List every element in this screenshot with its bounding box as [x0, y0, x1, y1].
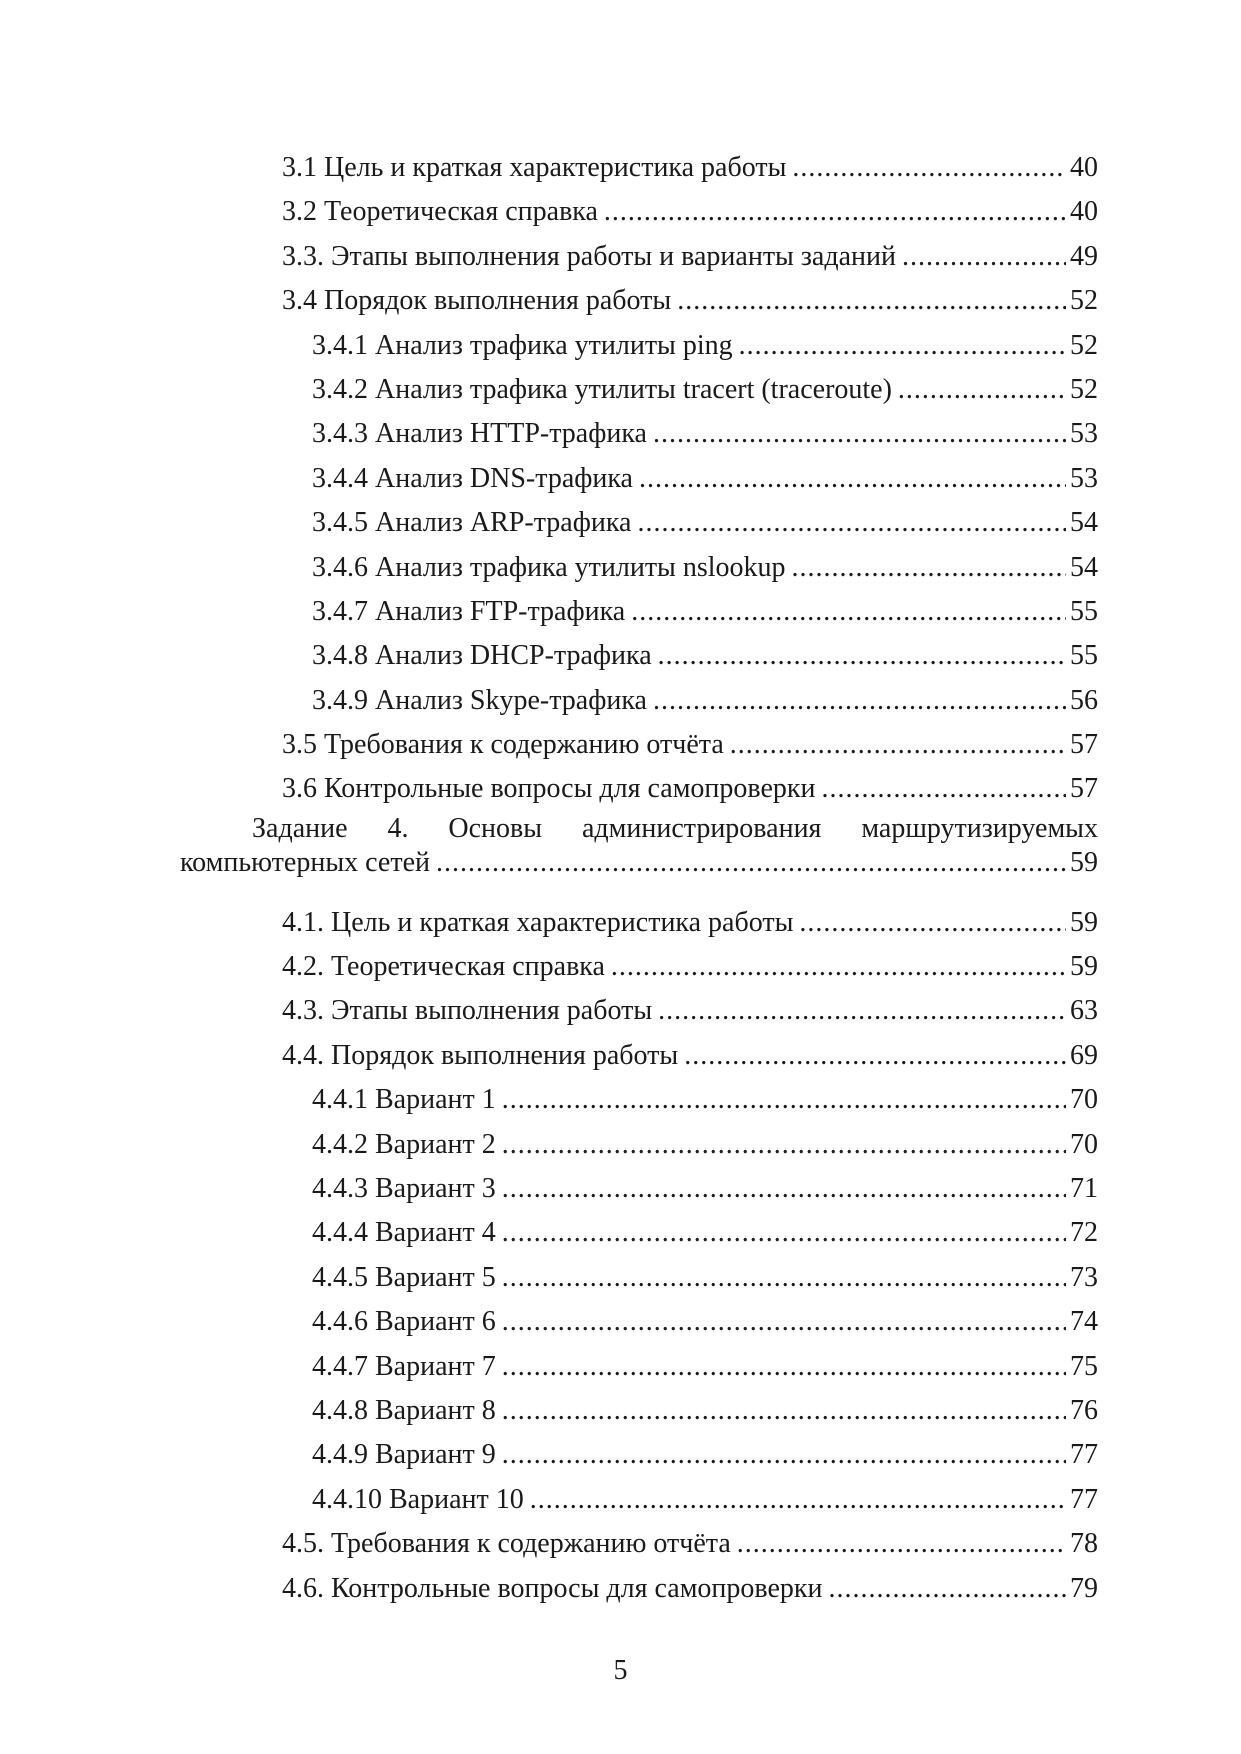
toc-page-number: 72 [1070, 1217, 1098, 1249]
toc-page-number: 57 [1070, 729, 1098, 761]
toc-entry-section[interactable] [180, 767, 1098, 811]
page-number: 5 [613, 1655, 628, 1686]
toc-page-number: 53 [1070, 462, 1098, 494]
toc-entry-title: 3.4.2 Анализ трафика утилиты tracert (traceroute) [312, 373, 892, 405]
toc-dot-leader [436, 846, 1066, 880]
toc-entry-subsection[interactable] [180, 590, 1098, 634]
toc-page-number: 54 [1070, 507, 1098, 539]
toc-dot-leader [502, 1256, 1066, 1300]
toc-entry-title: 4.4.4 Вариант 4 [312, 1217, 496, 1249]
table-of-contents [180, 146, 1098, 1611]
toc-entry-subsection[interactable] [180, 1300, 1098, 1344]
toc-entry-subsection[interactable] [180, 546, 1098, 590]
toc-page-number: 56 [1070, 684, 1098, 716]
toc-page-number: 79 [1070, 1572, 1098, 1604]
toc-dot-leader [792, 146, 1066, 190]
toc-entry-title: 3.6 Контрольные вопросы для самопроверки [282, 773, 816, 805]
toc-dot-leader [737, 1522, 1066, 1566]
toc-dot-leader [502, 1123, 1066, 1167]
toc-dot-leader [677, 279, 1066, 323]
toc-page-number: 55 [1070, 595, 1098, 627]
toc-entry-section[interactable] [180, 235, 1098, 279]
toc-entry-title: 4.5. Требования к содержанию отчёта [282, 1528, 731, 1560]
toc-entry-title: 4.4.9 Вариант 9 [312, 1439, 496, 1471]
toc-page-number: 52 [1070, 373, 1098, 405]
toc-dot-leader [639, 457, 1066, 501]
toc-page-number: 52 [1070, 285, 1098, 317]
toc-page-number: 77 [1070, 1483, 1098, 1515]
toc-entry-title: 3.4 Порядок выполнения работы [282, 285, 672, 317]
toc-entry-title: 3.2 Теоретическая справка [282, 196, 598, 228]
toc-entry-subsection[interactable] [180, 1256, 1098, 1300]
toc-page-number: 77 [1070, 1439, 1098, 1471]
toc-entry-title: 4.1. Цель и краткая характеристика работы [282, 906, 794, 938]
toc-dot-leader [739, 324, 1066, 368]
toc-entry-subsection[interactable] [180, 501, 1098, 545]
toc-entry-subsection[interactable] [180, 368, 1098, 412]
toc-entry-section[interactable] [180, 146, 1098, 190]
toc-entry-title: 3.4.8 Анализ DHCP-трафика [312, 640, 652, 672]
toc-page-number: 75 [1070, 1350, 1098, 1382]
toc-title-word: администрирования [581, 812, 822, 844]
toc-page-number: 40 [1070, 152, 1098, 183]
toc-dot-leader [658, 989, 1066, 1033]
toc-dot-leader [653, 412, 1066, 456]
toc-entry-title: 4.4.5 Вариант 5 [312, 1261, 496, 1293]
toc-page-number: 70 [1070, 1084, 1098, 1116]
toc-page-number: 76 [1070, 1394, 1098, 1426]
toc-title-word: Задание [252, 812, 348, 844]
toc-dot-leader [902, 235, 1066, 279]
toc-entry-title: 4.4.3 Вариант 3 [312, 1173, 496, 1204]
toc-entry-subsection[interactable] [180, 1345, 1098, 1389]
toc-entry-section[interactable] [180, 945, 1098, 989]
toc-entry-subsection[interactable] [180, 1389, 1098, 1433]
toc-dot-leader [684, 1034, 1066, 1078]
toc-page-number: 59 [1070, 951, 1098, 983]
toc-dot-leader [637, 501, 1066, 545]
toc-dot-leader [799, 901, 1066, 945]
toc-entry-section[interactable] [180, 723, 1098, 767]
toc-entry-subsection[interactable] [180, 457, 1098, 501]
toc-title-word: 4. [387, 812, 409, 844]
toc-title-word: маршрутизируемых [861, 812, 1098, 844]
toc-entry-subsection[interactable] [180, 634, 1098, 678]
toc-page-number: 73 [1070, 1261, 1098, 1293]
toc-entry-subsection[interactable] [180, 679, 1098, 723]
toc-dot-leader [604, 190, 1066, 234]
toc-entry-title: 3.4.3 Анализ HTTP-трафика [312, 418, 647, 450]
toc-dot-leader [828, 1567, 1066, 1611]
toc-dot-leader [530, 1478, 1066, 1522]
toc-entry-title: 3.3. Этапы выполнения работы и варианты заданий [282, 240, 896, 272]
toc-entry-title: 3.4.9 Анализ Skype-трафика [312, 684, 647, 716]
toc-entry-section[interactable] [180, 989, 1098, 1033]
toc-page-number: 53 [1070, 418, 1098, 450]
toc-page-number: 40 [1070, 196, 1098, 228]
toc-entry-title: 4.4.1 Вариант 1 [312, 1084, 496, 1116]
toc-entry-subsection[interactable] [180, 1211, 1098, 1255]
toc-page-number: 49 [1070, 240, 1098, 272]
toc-entry-subsection[interactable] [180, 324, 1098, 368]
toc-entry-title-continuation: компьютерных сетей [180, 846, 430, 878]
toc-page-number: 57 [1070, 773, 1098, 805]
toc-dot-leader [658, 634, 1066, 678]
toc-dot-leader [502, 1433, 1066, 1477]
toc-page-number: 55 [1070, 640, 1098, 672]
toc-entry-subsection[interactable] [180, 1433, 1098, 1477]
toc-page-number: 59 [1070, 906, 1098, 938]
toc-entry-title: 3.4.5 Анализ ARP-трафика [312, 507, 632, 539]
toc-entry-title: 4.4.7 Вариант 7 [312, 1350, 496, 1382]
toc-entry-title: 3.1 Цель и краткая характеристика работы [282, 152, 787, 183]
toc-entry-title: 4.4. Порядок выполнения работы [282, 1039, 679, 1071]
toc-entry-section[interactable] [180, 1522, 1098, 1566]
toc-entry-title-line [180, 812, 1098, 846]
toc-entry-title: 3.4.7 Анализ FTP-трафика [312, 595, 626, 627]
toc-entry-subsection[interactable] [180, 1167, 1098, 1211]
toc-entry-section[interactable] [180, 279, 1098, 323]
toc-dot-leader [611, 945, 1066, 989]
toc-page-number: 69 [1070, 1039, 1098, 1071]
toc-dot-leader [502, 1078, 1066, 1122]
toc-entry-continuation-line [180, 846, 1098, 901]
toc-page-number: 63 [1070, 995, 1098, 1027]
toc-dot-leader [502, 1345, 1066, 1389]
toc-dot-leader [792, 546, 1066, 590]
toc-entry-title: 3.5 Требования к содержанию отчёта [282, 729, 724, 761]
toc-dot-leader [502, 1300, 1066, 1344]
toc-entry-subsection[interactable] [180, 1078, 1098, 1122]
toc-entry-title: 4.4.2 Вариант 2 [312, 1128, 496, 1160]
toc-page-number: 54 [1070, 551, 1098, 583]
toc-title-word: Основы [448, 812, 543, 844]
toc-dot-leader [502, 1167, 1066, 1211]
toc-entry-title: 4.4.8 Вариант 8 [312, 1394, 496, 1426]
toc-entry-section[interactable] [180, 190, 1098, 234]
toc-entry-section[interactable] [180, 1567, 1098, 1611]
toc-entry-subsection[interactable] [180, 1123, 1098, 1167]
toc-entry-section[interactable] [180, 901, 1098, 945]
toc-entry-title: 4.6. Контрольные вопросы для самопроверки [282, 1572, 823, 1604]
toc-page-number: 74 [1070, 1306, 1098, 1338]
toc-dot-leader [821, 767, 1066, 811]
toc-entry-subsection[interactable] [180, 1478, 1098, 1522]
toc-page-number: 52 [1070, 329, 1098, 361]
toc-page-number: 71 [1070, 1173, 1098, 1204]
toc-entry-title: 3.4.6 Анализ трафика утилиты nslookup [312, 551, 786, 583]
toc-entry-title: 4.3. Этапы выполнения работы [282, 995, 653, 1027]
toc-page-number: 59 [1070, 846, 1098, 878]
toc-dot-leader [730, 723, 1066, 767]
toc-entry-subsection[interactable] [180, 412, 1098, 456]
toc-entry-title: 3.4.4 Анализ DNS-трафика [312, 462, 633, 494]
toc-dot-leader [898, 368, 1066, 412]
toc-dot-leader [653, 679, 1066, 723]
toc-dot-leader [502, 1389, 1066, 1433]
toc-entry-title: 4.4.10 Вариант 10 [312, 1483, 524, 1515]
toc-entry-title: 3.4.1 Анализ трафика утилиты ping [312, 329, 733, 361]
toc-entry-title: 4.2. Теоретическая справка [282, 951, 605, 983]
toc-page-number: 70 [1070, 1128, 1098, 1160]
toc-entry-chapter[interactable] [180, 812, 1098, 901]
toc-entry-section[interactable] [180, 1034, 1098, 1078]
toc-dot-leader [502, 1211, 1066, 1255]
toc-dot-leader [631, 590, 1066, 634]
toc-page-number: 78 [1070, 1528, 1098, 1560]
toc-entry-title: 4.4.6 Вариант 6 [312, 1306, 496, 1338]
